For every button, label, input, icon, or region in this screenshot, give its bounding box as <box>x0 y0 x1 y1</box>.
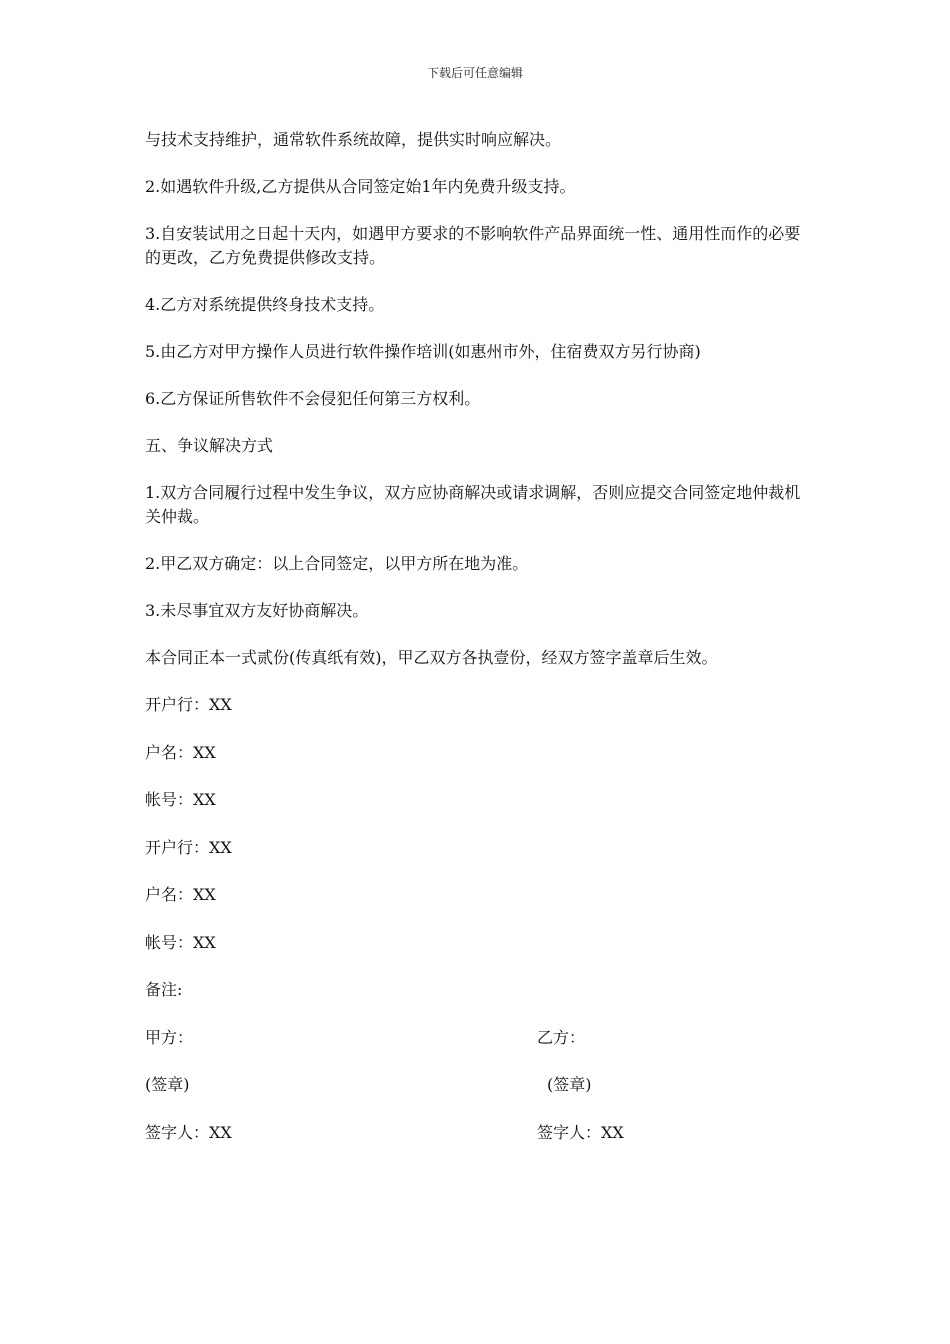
paragraph-lifetime-support: 4.乙方对系统提供终身技术支持。 <box>145 295 385 314</box>
paragraph-dispute-2: 2.甲乙双方确定：以上合同签定，以甲方所在地为准。 <box>145 554 529 573</box>
paragraph-upgrade: 2.如遇软件升级,乙方提供从合同签定始1年内免费升级支持。 <box>145 177 576 196</box>
signer-row <box>145 1121 807 1145</box>
party-b-label: 乙方： <box>537 1027 586 1047</box>
bank-number-b: 帐号：XX <box>145 932 216 952</box>
paragraph-third-party: 6.乙方保证所售软件不会侵犯任何第三方权利。 <box>145 389 481 408</box>
bank-holder-b: 户名：XX <box>145 885 216 904</box>
paragraph-dispute-1: 1.双方合同履行过程中发生争议，双方应协商解决或请求调解，否则应提交合同签定地仲裁机关仲裁。 <box>145 483 801 526</box>
section-heading-dispute: 五、争议解决方式 <box>145 436 274 455</box>
signer-a-label: 签字人：XX <box>145 1122 232 1142</box>
signer-b-label: 签字人：XX <box>537 1122 624 1142</box>
paragraph-dispute-3: 3.未尽事宜双方友好协商解决。 <box>145 601 369 620</box>
paragraph-training: 5.由乙方对甲方操作人员进行软件操作培训(如惠州市外，住宿费双方另行协商) <box>145 342 701 361</box>
seal-row <box>145 1073 807 1097</box>
page-header: 下载后可任意编辑 <box>426 66 523 80</box>
party-a-label: 甲方： <box>145 1027 194 1047</box>
seal-b-label: (签章) <box>547 1075 592 1094</box>
paragraph-copies: 本合同正本一式贰份(传真纸有效)，甲乙双方各执壹份，经双方签字盖章后生效。 <box>145 648 718 667</box>
document-body <box>145 128 807 1168</box>
paragraph-support-maintenance: 与技术支持维护，通常软件系统故障，提供实时响应解决。 <box>145 130 562 149</box>
paragraph-modification: 3.自安装试用之日起十天内，如遇甲方要求的不影响软件产品界面统一性、通用性而作的必要的更改，乙方免费提供修改支持。 <box>145 224 801 267</box>
remark-label: 备注: <box>145 980 183 999</box>
seal-a-label: (签章) <box>145 1075 190 1094</box>
bank-account-name-a: 开户行：XX <box>145 695 232 714</box>
bank-number-a: 帐号：XX <box>145 790 216 809</box>
party-row <box>145 1026 807 1050</box>
bank-holder-a: 户名：XX <box>145 742 216 762</box>
bank-account-name-b: 开户行：XX <box>145 837 232 857</box>
